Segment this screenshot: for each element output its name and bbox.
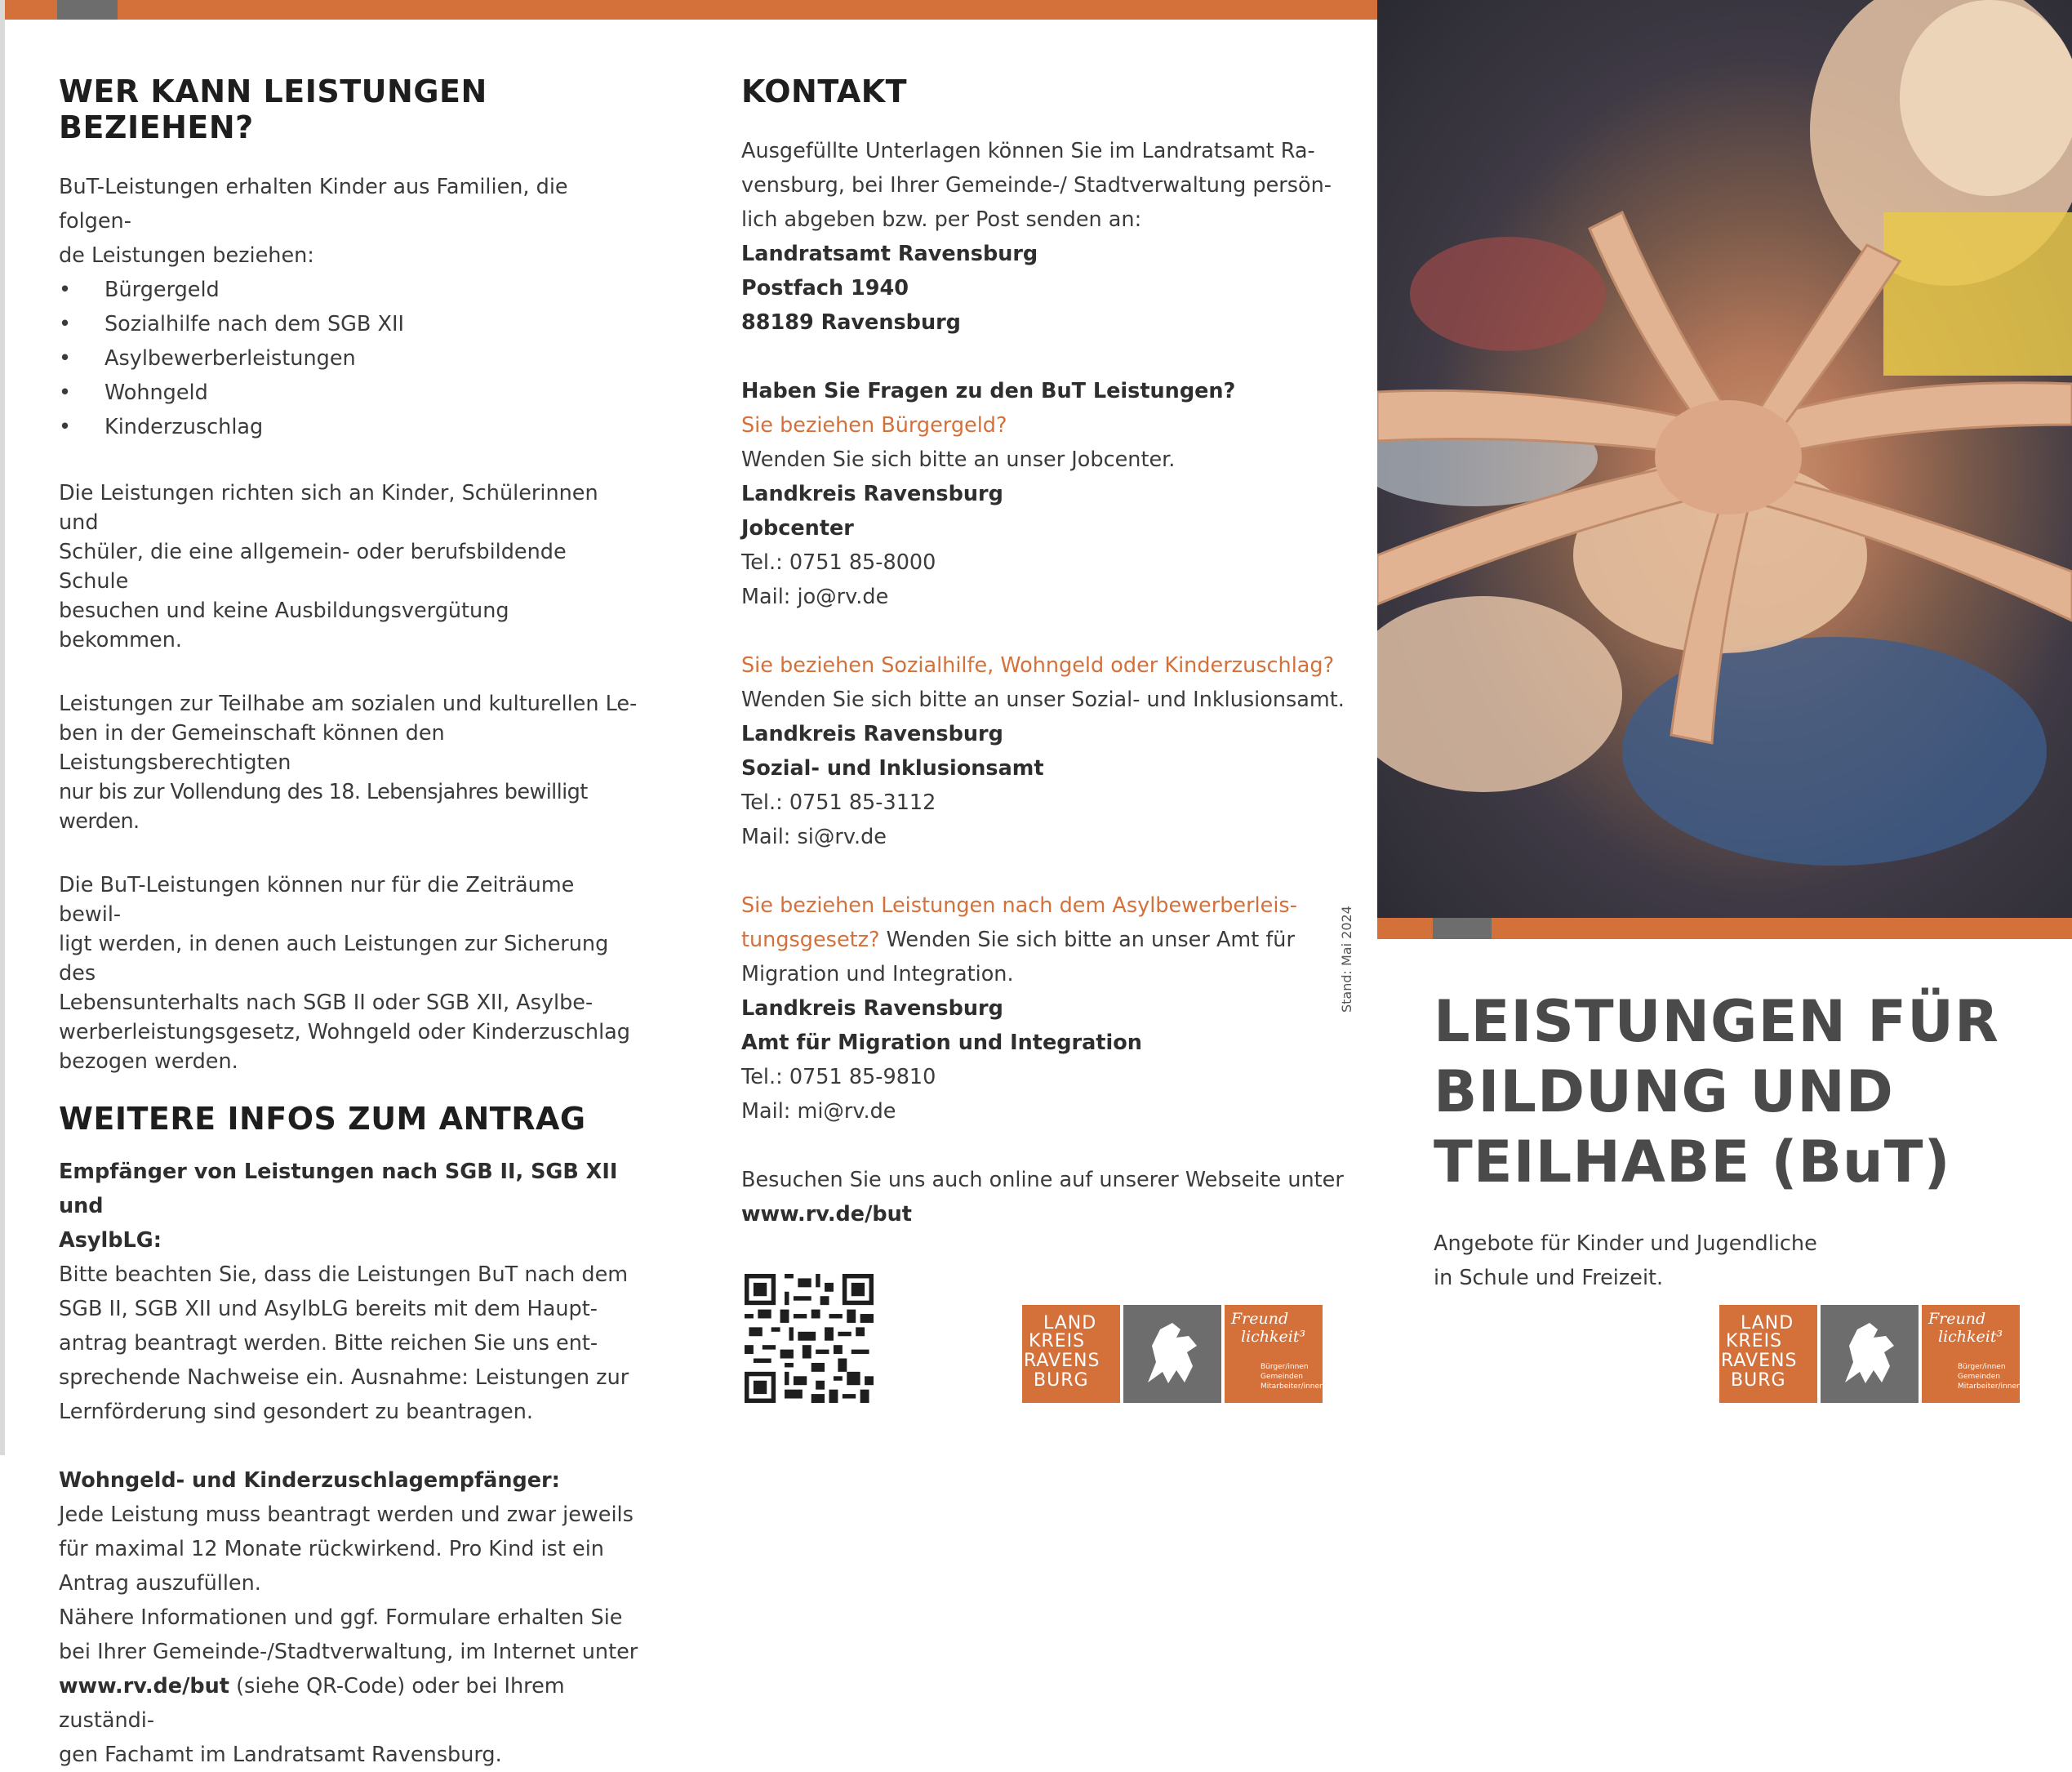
- left-column: [59, 73, 638, 1772]
- lion-icon: [1123, 1305, 1221, 1403]
- email[interactable]: Mail: si@rv.de: [741, 825, 887, 849]
- landkreis-logo: [1022, 1305, 1323, 1403]
- list-item: • Kinderzuschlag: [59, 410, 638, 444]
- benefit-list: [59, 273, 638, 444]
- cover-subtitle: Angebote für Kinder und Jugendliche in Schule und Freizeit.: [1434, 1231, 1817, 1290]
- contact-sozialamt: Sie beziehen Sozialhilfe, Wohngeld oder Kinderzuschlag? Wenden Sie sich bitte an unser Sozial- und Inklusionsamt. Landkreis Ravensburg Sozial- und Inklusionsamt Tel.: 0751 85-3112 Mail: si@rv.de: [741, 648, 1345, 854]
- email[interactable]: Mail: jo@rv.de: [741, 585, 889, 609]
- heading-wer-kann: WER KANN LEISTUNGEN BEZIEHEN?: [59, 73, 487, 145]
- top-bar-gray: [57, 0, 118, 20]
- cover-title: LEISTUNGEN FÜR BILDUNG UND TEILHABE (BuT): [1434, 988, 1999, 1195]
- contact-migration: Sie beziehen Leistungen nach dem Asylbewerberleis- tungsgesetz? Wenden Sie sich bitte an unser Amt für Migration und Integration. Landkreis Ravensburg Amt für Migration und Integration Tel.: 0751 85-9810 Mail: mi@rv.de: [741, 888, 1345, 1129]
- email[interactable]: Mail: mi@rv.de: [741, 1099, 896, 1124]
- subheading-sgb: AsylbLG:: [59, 1228, 162, 1253]
- cover-bar-orange: [1492, 918, 2072, 939]
- landkreis-logo-text: LAND KREIS RAVENS BURG: [1719, 1305, 1817, 1403]
- cover-bar-gray: [1433, 918, 1492, 939]
- contact-column: KONTAKT Ausgefüllte Unterlagen können Sie im Landratsamt Ra- vensburg, bei Ihrer Gemeinde-/ Stadtverwaltung persön- lich abgeben bzw. per Post senden an: Landratsamt Ravensburg Postfach 1940 88189 Ravensburg Haben Sie Fragen zu den BuT Leistungen? Sie beziehen Bürgergeld? Wenden Sie sich bitte an unser Jobcenter. Landkreis Ravensburg Jobcenter Tel.: 0751 85-8000 Mail: jo@rv.de Sie beziehen Sozialhilfe, Wohngeld oder Kinderzuschlag? Wenden Sie sich bitte an unser Sozial- und Inklusionsamt. Landkreis Ravensburg Sozial- und Inklusionsamt Tel.: 0751 85-3112 Mail: si@rv.de Sie beziehen Leistungen nach dem Asylbewerberleis- tungsgesetz? Wenden Sie sich bitte an unser Amt für Migration und Integration. Landkreis Ravensburg Amt für Migration und Integration Tel.: 0751 85-9810 Mail: mi@rv.de Besuchen Sie uns auch online auf unserer Webseite unter www.rv.de/but: [741, 73, 1345, 1231]
- paragraph-sgb: Bitte beachten Sie, dass die Leistungen BuT nach dem SGB II, SGB XII und AsylbLG bereits mit dem Haupt- antrag beantragt werden. Bitte reichen Sie uns ent- sprechende Nachweise ein. Ausnahme: Leistungen zur Lernförderung sind gesondert zu beantragen.: [59, 1262, 629, 1424]
- paragraph-wohngeld: Jede Leistung muss beantragt werden und zwar jeweils für maximal 12 Monate rückwirkend. Pro Kind ist ein Antrag auszufüllen. Nähere Informationen und ggf. Formulare erhalten Sie bei Ihrer Gemeinde-/Stadtverwaltung, im Internet unter www.rv.de/but (siehe QR-Code) oder bei Ihrem zuständi- gen Fachamt im Landratsamt Ravensburg.: [59, 1503, 638, 1767]
- intro-line: de Leistungen beziehen:: [59, 243, 314, 268]
- cover-photo: [1377, 0, 2072, 918]
- left-edge: [0, 0, 5, 1455]
- top-bar-orange: [118, 0, 1377, 20]
- subheading-wohngeld: Wohngeld- und Kinderzuschlagempfänger:: [59, 1468, 560, 1493]
- heading-weitere-infos: WEITERE INFOS ZUM ANTRAG: [59, 1101, 586, 1137]
- list-item: • Sozialhilfe nach dem SGB XII: [59, 307, 638, 341]
- cover-bar-orange-left: [1377, 918, 1433, 939]
- freundlichkeit-logo: Freund lichkeit³ Bürger/innen Gemeinden Mitarbeiter/innen: [1922, 1305, 2020, 1403]
- top-bar-orange-left: [5, 0, 57, 20]
- subheading-sgb: Empfänger von Leistungen nach SGB II, SGB XII und: [59, 1160, 618, 1218]
- paragraph-target-group: Die Leistungen richten sich an Kinder, Schülerinnen und Schüler, die eine allgemein- oder berufsbildende Schule besuchen und keine Ausbildungsvergütung bekommen.: [59, 481, 598, 652]
- phone[interactable]: Tel.: 0751 85-8000: [741, 550, 936, 575]
- paragraph-periods: Die BuT-Leistungen können nur für die Zeiträume bewil- ligt werden, in denen auch Leistungen zur Sicherung des Lebensunterhalts nach SGB II oder SGB XII, Asylbe- werberleistungsgesetz, Wohngeld oder Kinderzuschlag bezogen werden.: [59, 873, 630, 1074]
- phone[interactable]: Tel.: 0751 85-9810: [741, 1065, 936, 1089]
- contact-jobcenter: Sie beziehen Bürgergeld? Wenden Sie sich bitte an unser Jobcenter. Landkreis Ravensburg Jobcenter Tel.: 0751 85-8000 Mail: jo@rv.de: [741, 408, 1345, 614]
- landkreis-logo-text: LAND KREIS RAVENS BURG: [1022, 1305, 1120, 1403]
- list-item: • Asylbewerberleistungen: [59, 341, 638, 376]
- qr-code-icon[interactable]: [745, 1274, 874, 1403]
- phone[interactable]: Tel.: 0751 85-3112: [741, 790, 936, 815]
- list-item: • Wohngeld: [59, 376, 638, 410]
- website-link[interactable]: www.rv.de/but: [741, 1202, 912, 1227]
- question-heading: Haben Sie Fragen zu den BuT Leistungen?: [741, 379, 1236, 403]
- heading-kontakt: KONTAKT: [741, 73, 908, 109]
- freundlichkeit-logo: Freund lichkeit³ Bürger/innen Gemeinden Mitarbeiter/innen: [1225, 1305, 1323, 1403]
- list-item: • Bürgergeld: [59, 273, 638, 307]
- lion-icon: [1821, 1305, 1919, 1403]
- landkreis-logo-cover: [1719, 1305, 2020, 1403]
- website-link[interactable]: www.rv.de/but: [59, 1674, 229, 1699]
- paragraph-age-limit: Leistungen zur Teilhabe am sozialen und kulturellen Le- ben in der Gemeinschaft können den Leistungsberechtigten nur bis zur Vollendung des 18. Lebensjahres bewilligt werden.: [59, 692, 638, 834]
- stand-date: Stand: Mai 2024: [1339, 906, 1354, 1013]
- intro-line: BuT-Leistungen erhalten Kinder aus Familien, die folgen-: [59, 175, 568, 234]
- postal-address: Landratsamt Ravensburg Postfach 1940 88189 Ravensburg: [741, 242, 1038, 335]
